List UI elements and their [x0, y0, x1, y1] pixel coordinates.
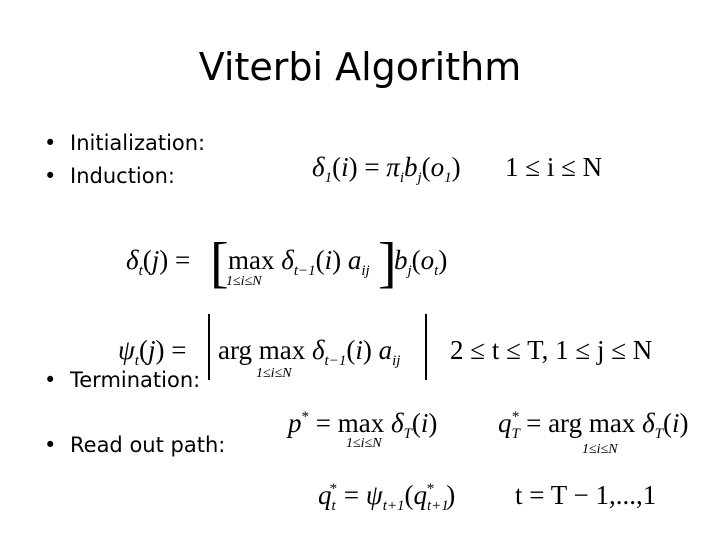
equation-termination-pstar: $p^* = \max \delta_T(i)$ — [288, 408, 438, 442]
qT-subscript: 1≤i≤N — [582, 442, 618, 457]
bullet-label: Initialization: — [70, 131, 206, 155]
bullet-initialization — [44, 130, 205, 156]
equation-psi-argmax: arg $\max \delta_{t-1}(i)$ $a_{ij}$ — [218, 335, 401, 369]
equation-readout-condition: t = T − 1,...,1 — [515, 480, 657, 510]
bullet-induction — [44, 163, 175, 189]
bullet-label: Induction: — [70, 164, 175, 188]
psi-left-bar — [208, 314, 210, 380]
bullet-dot: • — [44, 131, 57, 155]
equation-termination-qT: $q_T^*$ = arg $\max \delta_T(i)$ — [498, 408, 689, 442]
bullet-dot: • — [44, 164, 57, 188]
bullet-dot: • — [44, 433, 57, 457]
equation-initialization: $\delta_1(i) = \pi_ib_j(o_1)$ — [312, 152, 461, 186]
max-subscript: 1≤i≤N — [226, 274, 262, 289]
equation-initialization-range: 1 ≤ i ≤ N — [505, 152, 603, 182]
right-bracket: ] — [378, 232, 397, 294]
equation-readout: $q_t^* = \psi_{t+1}(q_{t+1}^*$ ) — [318, 480, 456, 514]
bullet-dot: • — [44, 368, 57, 392]
pstar-subscript: 1≤i≤N — [346, 436, 382, 451]
bullet-termination — [44, 367, 200, 393]
left-bracket: [ — [210, 232, 229, 294]
equation-induction-emission: $b_j(o_t)$ — [394, 245, 448, 279]
bullet-label: Termination: — [70, 368, 201, 392]
page-title: Viterbi Algorithm — [198, 45, 522, 89]
bullet-label: Read out path: — [70, 433, 226, 457]
equation-induction-psi: $\psi_t(j)$ = — [118, 335, 187, 369]
equation-induction-max: $\max \delta_{t-1}(i)$ $a_{ij}$ — [228, 245, 370, 279]
argmax-subscript: 1≤i≤N — [256, 366, 292, 381]
equation-psi-condition: 2 ≤ t ≤ T, 1 ≤ j ≤ N — [450, 335, 653, 365]
equation-induction-delta: $\delta_t(j)$ = — [126, 245, 191, 279]
bullet-read-out-path — [44, 432, 225, 458]
psi-right-bar — [425, 314, 427, 380]
